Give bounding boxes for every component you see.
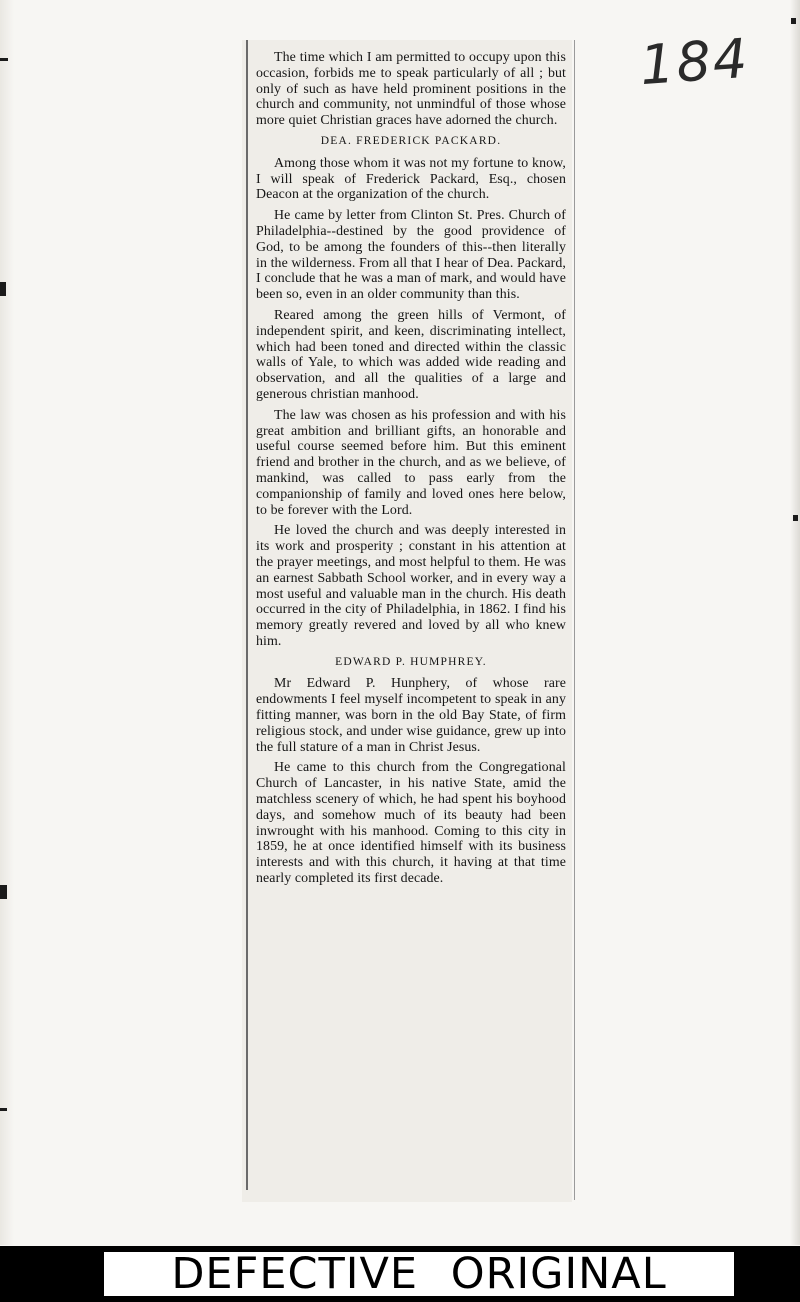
humphrey-paragraph-2: He came to this church from the Congregational Church of Lancaster, in his native State, amid the matchless scenery of which, he had spent his boyhood days, and somehow much of its beauty had been inwrought with his manhood. Coming to this city in 1859, he at once identified himself with its business interests and with this church, it having at that time nearly completed its first decade.: [256, 760, 566, 887]
packard-paragraph-5: He loved the church and was deeply interested in its work and prosperity ; constant in his attention at the prayer meetings, and most helpful to them. He was an earnest Sabbath School worker, and in every way a most useful and valuable man in the church. His death occurred in the city of Philadelphia, in 1862. I find his memory greatly revered and loved by all who knew him.: [256, 523, 566, 649]
binding-mark: [0, 1108, 7, 1111]
article-column: [256, 50, 566, 892]
binding-mark: [0, 282, 6, 296]
binding-mark: [793, 515, 798, 521]
section-heading-packard: DEA. FREDERICK PACKARD.: [320, 134, 502, 147]
handwritten-page-number: 184: [637, 26, 752, 98]
packard-paragraph-2: He came by letter from Clinton St. Pres. Church of Philadelphia--destined by the good providence of God, to be among the founders of this--then literally in the wilderness. From all that I hear of Dea. Packard, I conclude that he was a man of mark, and would have been so, even in an older community than this.: [256, 208, 566, 303]
humphrey-paragraph-1: Mr Edward P. Hunphery, of whose rare endowments I feel myself incompetent to speak in any fitting manner, was born in the old Bay State, of firm religious stock, and under wise guidance, grew up into the full stature of a man in Christ Jesus.: [256, 676, 566, 755]
column-rule-left: [246, 40, 248, 1190]
scan-left-edge: [0, 0, 14, 1245]
binding-mark: [0, 58, 8, 61]
binding-mark: [0, 885, 7, 899]
binding-mark: [791, 18, 796, 24]
packard-paragraph-3: Reared among the green hills of Vermont, of independent spirit, and keen, discriminating intellect, which had been toned and directed within the classic walls of Yale, to which was added wide reading and observation, and all the qualities of a large and generous christian manhood.: [256, 307, 566, 402]
packard-paragraph-4: The law was chosen as his profession and with his great ambition and brilliant gifts, an honorable and useful course seemed before him. But this eminent friend and brother in the church, and as we believe, of mankind, was called to pass early from the companionship of family and loved ones here below, to be forever with the Lord.: [256, 407, 566, 518]
intro-paragraph: The time which I am permitted to occupy upon this occasion, forbids me to speak particularly of all ; but only of such as have held prominent positions in the church and community, not unmindful of those whose more quiet Christian graces have adorned the church.: [256, 50, 566, 129]
packard-paragraph-1: Among those whom it was not my fortune to know, I will speak of Frederick Packard, Esq., chosen Deacon at the organization of the church.: [256, 155, 566, 203]
column-rule-right: [574, 40, 575, 1200]
scan-right-edge: [790, 0, 800, 1245]
defect-banner-text: DEFECTIVE ORIGINAL: [171, 1249, 667, 1299]
section-heading-humphrey: EDWARD P. HUMPHREY.: [335, 655, 487, 668]
